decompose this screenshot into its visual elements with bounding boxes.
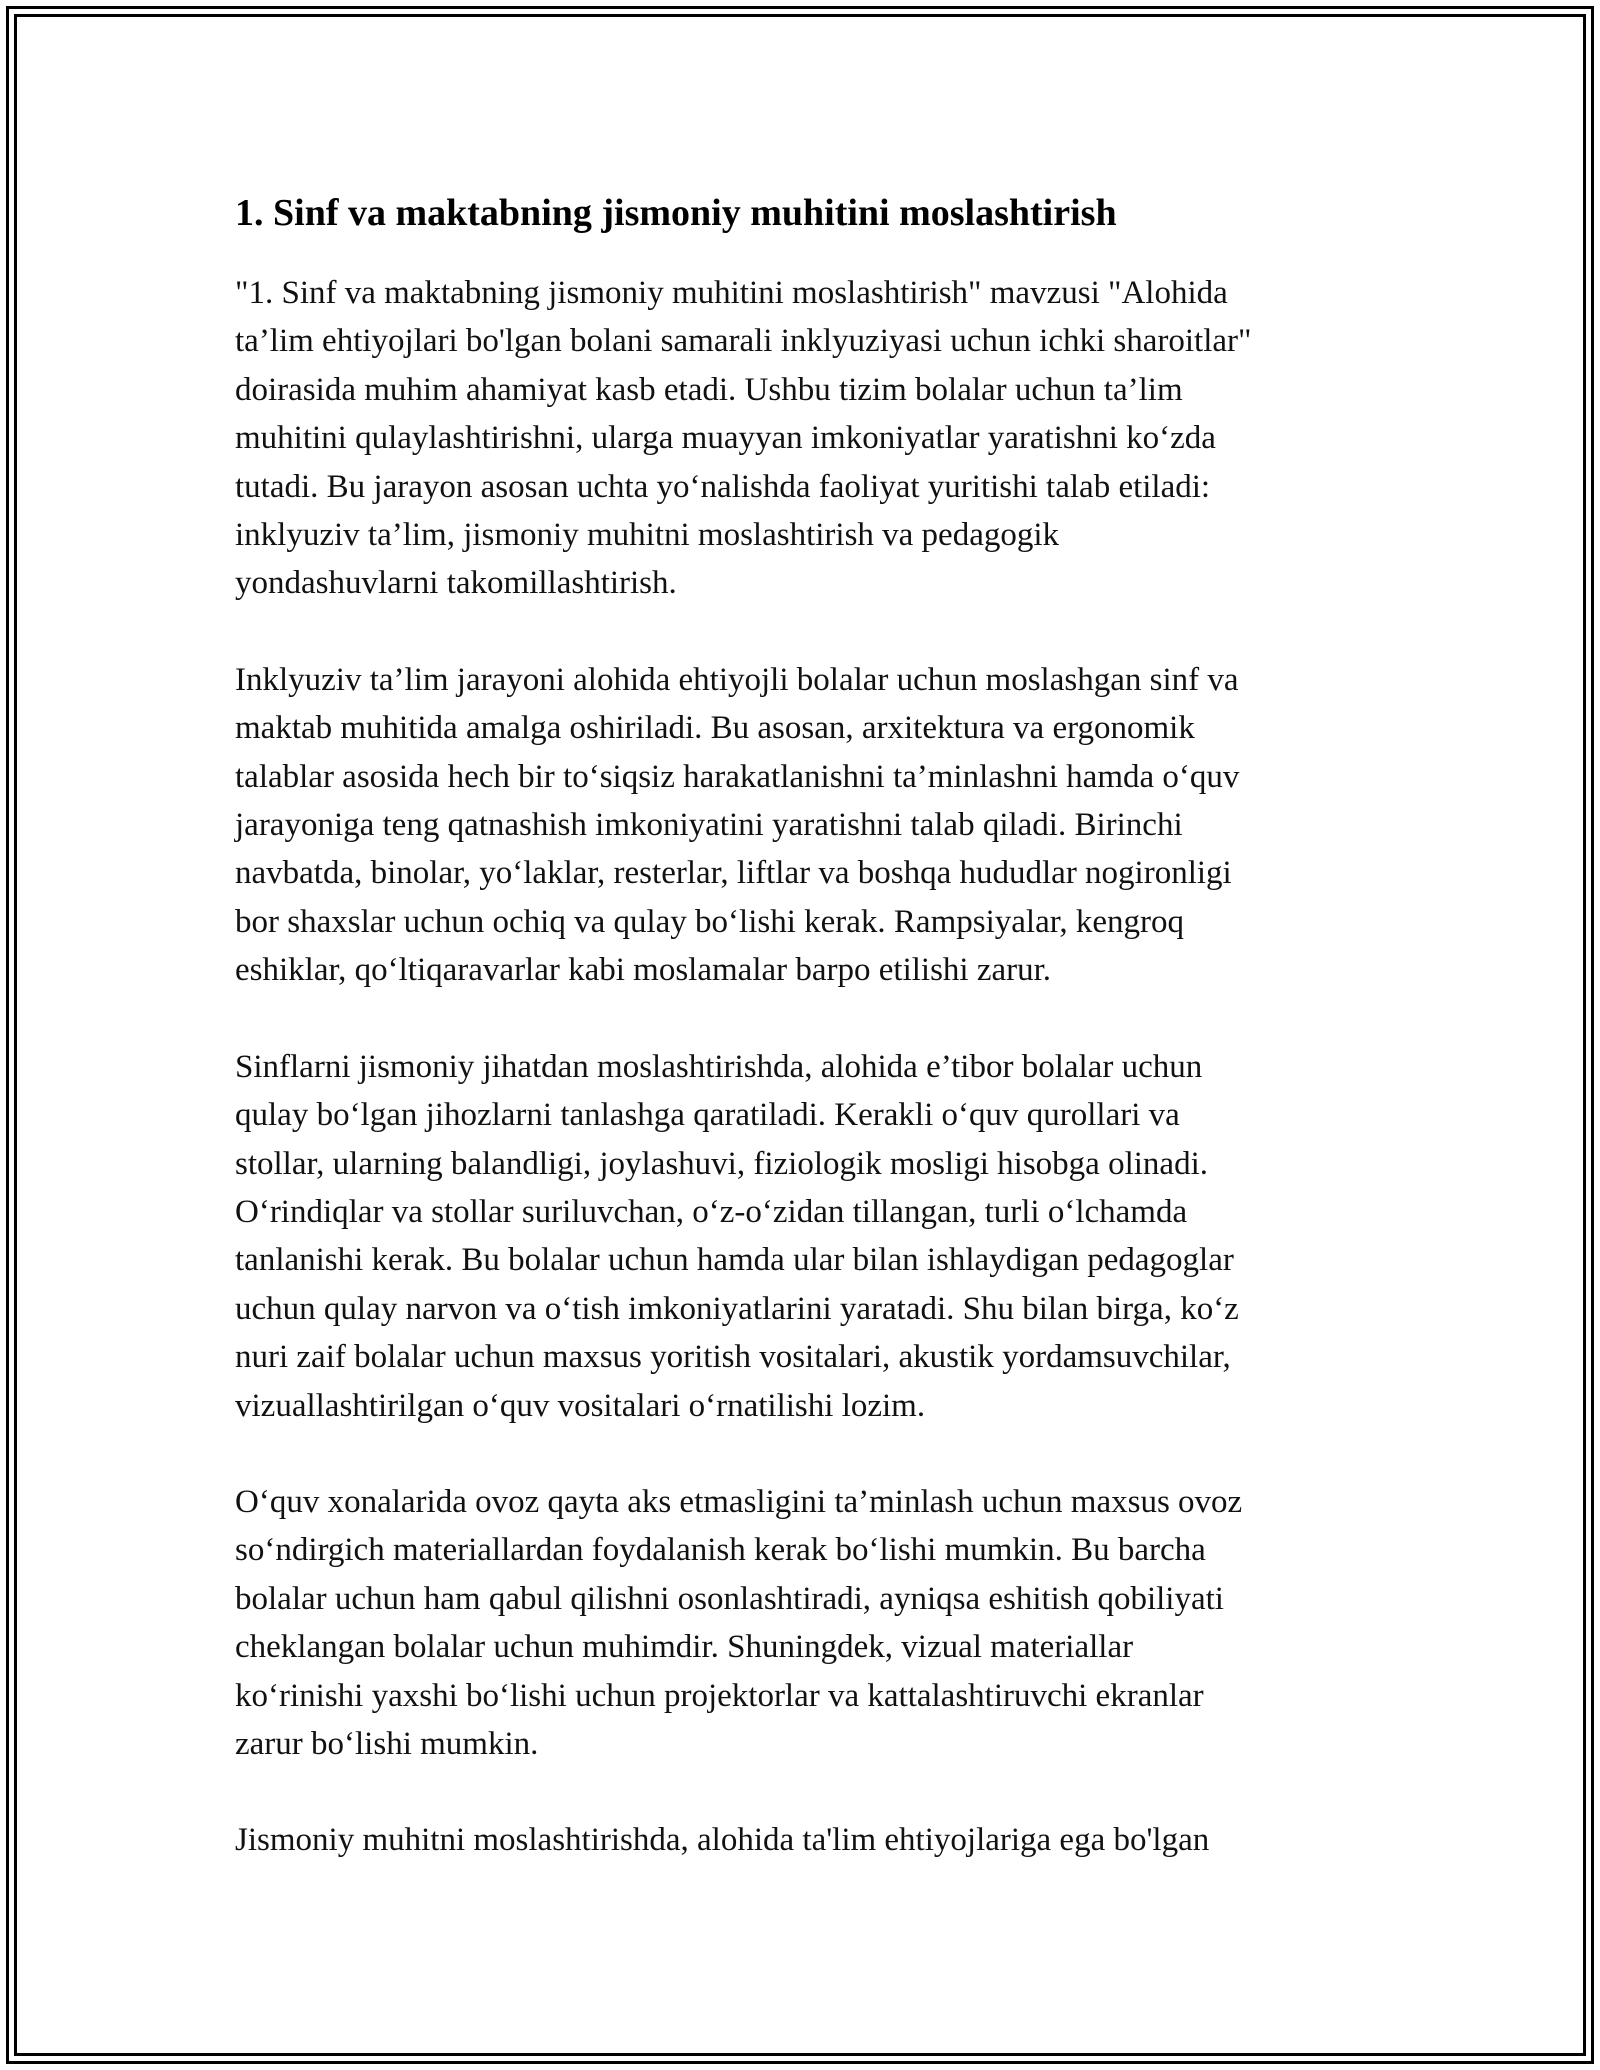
paragraph-line: zarur bo‘lishi mumkin. bbox=[235, 1725, 539, 1762]
paragraph-line: Jismoniy muhitni moslashtirishda, alohida ta'lim ehtiyojlariga ega bo'lgan bbox=[235, 1822, 1210, 1859]
paragraph-line: tanlanishi kerak. Bu bolalar uchun hamda ular bilan ishlaydigan pedagoglar bbox=[235, 1242, 1234, 1279]
paragraph bbox=[235, 1816, 1385, 1864]
paragraph-line: stollar, ularning balandligi, joylashuvi, fiziologik mosligi hisobga olinadi. bbox=[235, 1145, 1208, 1182]
paragraph-line: bolalar uchun ham qabul qilishni osonlashtiradi, ayniqsa eshitish qobiliyati bbox=[235, 1580, 1224, 1617]
paragraph-line: O‘quv xonalarida ovoz qayta aks etmasligini ta’minlash uchun maxsus ovoz bbox=[235, 1483, 1243, 1520]
paragraph bbox=[235, 269, 1385, 608]
paragraph-line: vizuallashtirilgan o‘quv vositalari o‘rnatilishi lozim. bbox=[235, 1387, 926, 1424]
paragraph-line: inklyuziv ta’lim, jismoniy muhitni moslashtirish va pedagogik bbox=[235, 517, 1060, 554]
paragraph-line: bor shaxslar uchun ochiq va qulay bo‘lishi kerak. Rampsiyalar, kengroq bbox=[235, 903, 1185, 940]
paragraph-line: nuri zaif bolalar uchun maxsus yoritish vositalari, akustik yordamsuvchilar, bbox=[235, 1339, 1231, 1376]
paragraph-line: eshiklar, qo‘ltiqaravarlar kabi moslamalar barpo etilishi zarur. bbox=[235, 952, 1052, 989]
paragraph-line: "1. Sinf va maktabning jismoniy muhitini moslashtirish" mavzusi "Alohida bbox=[235, 275, 1228, 311]
paragraph-line: yondashuvlarni takomillashtirish. bbox=[235, 565, 677, 602]
paragraph bbox=[235, 656, 1385, 995]
paragraph-line: cheklangan bolalar uchun muhimdir. Shuningdek, vizual materiallar bbox=[235, 1629, 1134, 1666]
paragraph bbox=[235, 1043, 1385, 1430]
paragraph-line: maktab muhitida amalga oshiriladi. Bu asosan, arxitektura va ergonomik bbox=[235, 710, 1195, 747]
paragraph-line: navbatda, binolar, yo‘laklar, resterlar, liftlar va boshqa hududlar nogironligi bbox=[235, 855, 1232, 892]
paragraph-line: tutadi. Bu jarayon asosan uchta yo‘nalishda faoliyat yuritishi talab etiladi: bbox=[235, 468, 1211, 505]
paragraph-line: O‘rindiqlar va stollar suriluvchan, o‘z-o‘zidan tillangan, turli o‘lchamda bbox=[235, 1193, 1188, 1230]
paragraph-line: so‘ndirgich materiallardan foydalanish kerak bo‘lishi mumkin. Bu barcha bbox=[235, 1532, 1206, 1569]
paragraph-line: uchun qulay narvon va o‘tish imkoniyatlarini yaratadi. Shu bilan birga, ko‘z bbox=[235, 1290, 1239, 1327]
paragraph-line: jarayoniga teng qatnashish imkoniyatini yaratishni talab qiladi. Birinchi bbox=[235, 807, 1183, 844]
paragraph-line: ta’lim ehtiyojlari bo'lgan bolani samarali inklyuziyasi uchun ichki sharoitlar" bbox=[235, 323, 1252, 360]
document-body bbox=[235, 185, 1385, 1913]
paragraph-line: Sinflarni jismoniy jihatdan moslashtirishda, alohida e’tibor bolalar uchun bbox=[235, 1048, 1203, 1085]
paragraph bbox=[235, 1478, 1385, 1768]
paragraph-line: qulay bo‘lgan jihozlarni tanlashga qaratiladi. Kerakli o‘quv qurollari va bbox=[235, 1097, 1180, 1134]
paragraph-list bbox=[235, 269, 1385, 1865]
paragraph-line: talablar asosida hech bir to‘siqsiz harakatlanishni ta’minlashni hamda o‘quv bbox=[235, 758, 1240, 795]
paragraph-line: muhitini qulaylashtirishni, ularga muayyan imkoniyatlar yaratishni ko‘zda bbox=[235, 420, 1216, 457]
paragraph-line: Inklyuziv ta’lim jarayoni alohida ehtiyojli bolalar uchun moslashgan sinf va bbox=[235, 661, 1239, 698]
document-title: 1. Sinf va maktabning jismoniy muhitini moslashtirish bbox=[235, 192, 1117, 234]
paragraph-line: doirasida muhim ahamiyat kasb etadi. Ushbu tizim bolalar uchun ta’lim bbox=[235, 371, 1183, 408]
paragraph-line: ko‘rinishi yaxshi bo‘lishi uchun projektorlar va kattalashtiruvchi ekranlar bbox=[235, 1677, 1204, 1714]
